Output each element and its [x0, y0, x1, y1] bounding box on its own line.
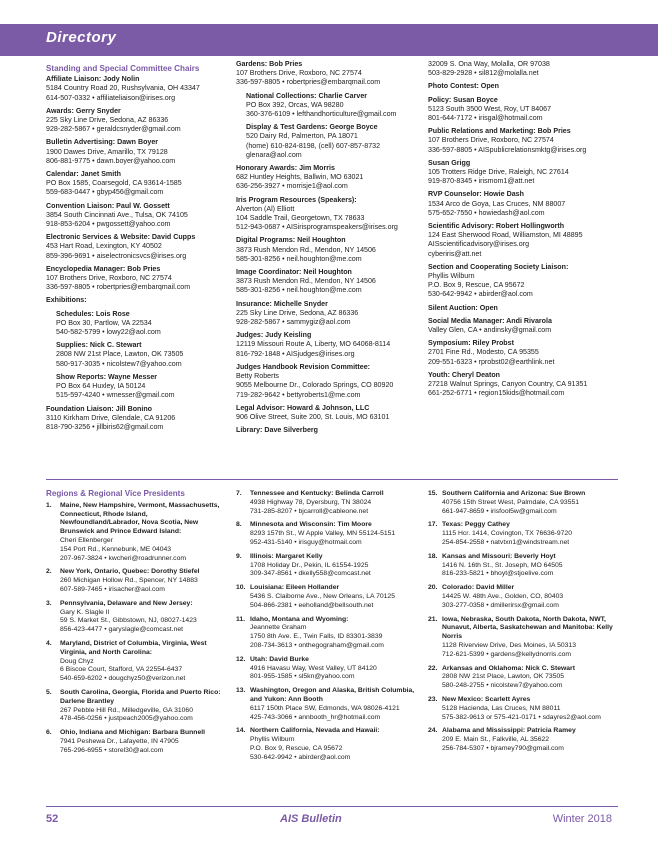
region-entry [428, 696, 618, 722]
committee-entry [46, 202, 226, 230]
committee-title: Youth: Cheryl Deaton [428, 370, 500, 379]
region-body [442, 665, 618, 691]
committee-line: Valley Glen, CA • andinsky@gmail.com [428, 326, 552, 335]
region-number: 18. [428, 552, 438, 560]
region-number: 15. [428, 490, 438, 497]
region-line: Jeannette Graham [250, 624, 307, 632]
committee-title: Awards: Gerry Snyder [46, 106, 121, 115]
committee-entry [236, 331, 418, 359]
committee-line: 225 Sky Line Drive, Sedona, AZ 86336 [46, 116, 169, 125]
region-line: 5128 Hacienda, Las Cruces, NM 88011 [442, 704, 561, 712]
committee-title: Library: Dave Silverberg [236, 426, 319, 435]
committee-title: Image Coordinator: Neil Houghton [236, 268, 352, 277]
region-line: 712-621-5399 • gardens@kellydnorris.com [442, 650, 572, 658]
region-body [442, 584, 618, 610]
region-line: 14425 W. 48th Ave., Golden, CO, 80403 [442, 592, 564, 600]
region-title: Northern California, Nevada and Hawaii: [250, 727, 380, 735]
region-line: 4916 Havasu Way, West Valley, UT 84120 [250, 664, 377, 672]
regions-column-3 [428, 490, 618, 759]
region-entry [46, 568, 226, 594]
committee-line: 559-683-0447 • gbyp456@gmail.com [46, 188, 164, 197]
region-body [250, 687, 418, 722]
committee-line: 515-597-4240 • wmesser@gmail.com [56, 391, 175, 400]
committee-entry [236, 196, 418, 233]
committee-title: Schedules: Lois Rose [56, 309, 130, 318]
committee-title: National Collections: Charlie Carver [246, 91, 368, 100]
regions-column-1 [46, 490, 226, 761]
committees-heading: Standing and Special Committee Chairs [46, 64, 200, 73]
region-body [442, 616, 618, 660]
region-line: 661-947-8659 • irisfool5w@gmail.com [442, 507, 557, 515]
region-entry [236, 687, 418, 722]
committee-entry [428, 159, 618, 187]
committee-line: 816-792-1848 • AISjudges@irises.org [236, 349, 355, 358]
region-line: 254-854-2558 • natvtxn1@windstream.net [442, 538, 570, 546]
region-line: 8293 157th St., W Apple Valley, MN 55124-5151 [250, 530, 396, 538]
committee-title: Insurance: Michelle Snyder [236, 299, 328, 308]
committee-entry [46, 233, 226, 261]
region-line: 256-784-5307 • bjramey790@gmail.com [442, 744, 564, 752]
committee-entry [236, 300, 418, 328]
committee-title: Honorary Awards: Jim Morris [236, 164, 335, 173]
committee-line: 209-551-6323 • rprobst02@earthlink.net [428, 357, 555, 366]
region-line: 952-431-5140 • irisguy@hotmail.com [250, 538, 362, 546]
region-title: Maine, New Hampshire, Vermont, Massachusetts, Connecticut, Rhode Island, Newfoundland/Labrador, Nova Scotia, New Brunswick and Prince Edward Island: [60, 501, 220, 536]
region-number: 5. [46, 688, 52, 696]
region-line: 540-659-6202 • dougchyz50@verizon.net [60, 675, 186, 683]
publication-name: AIS Bulletin [280, 813, 342, 825]
committee-title: Gardens: Bob Pries [236, 60, 303, 68]
committee-entry [46, 373, 226, 401]
committee-line: 585-301-8256 • neil.houghton@me.com [236, 254, 362, 263]
committee-line: 12119 Missouri Route A, Liberty, MO 64068-8114 [236, 340, 391, 349]
region-entry [428, 616, 618, 660]
region-line: 208-734-3613 • onthegograham@gmail.com [250, 641, 384, 649]
region-entry [236, 490, 418, 516]
region-title: Pennsylvania, Delaware and New Jersey: [60, 599, 193, 607]
region-line: 40756 15th Street West, Palmdale, CA 93551 [442, 498, 580, 506]
region-title: New Mexico: Scarlett Ayres [442, 695, 531, 703]
committee-title: Supplies: Nick C. Stewart [56, 341, 142, 350]
committee-entry [428, 339, 618, 367]
committee-line: 928-282-5867 • geraldcsnyder@gmail.com [46, 125, 181, 134]
region-line: Cheri Ellenberger [60, 536, 113, 544]
committee-line: Alverton (Al) Elliott [236, 204, 295, 213]
committee-line: 580-917-3035 • nicolstew7@yahoo.com [56, 359, 182, 368]
committee-entry [428, 60, 618, 78]
committee-line: 336-597-8805 • robertpries@embarqmail.com [236, 78, 381, 87]
region-number: 13. [236, 687, 246, 695]
committee-title: Exhibitions: [46, 296, 87, 305]
committee-line: PO Box 64 Huxley, IA 50124 [56, 382, 146, 391]
region-body [250, 584, 418, 610]
region-entry [46, 502, 226, 564]
region-title: Southern California and Arizona: Sue Brown [442, 490, 586, 497]
region-line: Gary K. Slagle II [60, 608, 110, 616]
regions-column-2 [236, 490, 418, 768]
region-body [250, 727, 418, 762]
region-body [250, 553, 418, 579]
region-body [60, 502, 226, 564]
region-line: 765-296-6955 • storel30@aol.com [60, 746, 164, 754]
committee-line: 107 Brothers Drive, Roxboro, NC 27574 [46, 274, 172, 283]
region-number: 23. [428, 695, 438, 703]
committees-column-3 [428, 60, 618, 403]
committee-entry [428, 96, 618, 124]
region-body [60, 640, 226, 684]
committee-title: Photo Contest: Open [428, 82, 499, 91]
region-line: 530-642-9942 • abirder@aol.com [250, 753, 351, 761]
region-line: 154 Port Rd., Kennebunk, ME 04043 [60, 545, 172, 553]
region-entry [236, 727, 418, 762]
region-number: 7. [236, 490, 242, 497]
committee-entry [428, 82, 618, 91]
committee-line: 919-870-8345 • irismom1@att.net [428, 177, 535, 186]
committee-entry [46, 265, 226, 293]
committee-title: Encyclopedia Manager: Bob Pries [46, 264, 161, 273]
region-title: New York, Ontario, Quebec: Dorothy Stiefel [60, 568, 200, 576]
committee-title: Digital Programs: Neil Houghton [236, 236, 346, 245]
committee-line: 801-644-7172 • irisgal@hotmail.com [428, 114, 543, 123]
committee-line: 661-252-6771 • region15kids@hotmail.com [428, 389, 565, 398]
region-body [442, 521, 618, 547]
committee-entry [46, 405, 226, 433]
committee-line: 105 Trotters Ridge Drive, Raleigh, NC 27614 [428, 168, 569, 177]
committee-line: 2808 NW 21st Place, Lawton, OK 73505 [56, 350, 184, 359]
committee-line: 1534 Arco de Goya, Las Cruces, NM 88007 [428, 199, 566, 208]
region-title: Utah: David Burke [250, 655, 309, 663]
region-title: Illinois: Margaret Kelly [250, 552, 323, 560]
page-title: Directory [46, 29, 117, 46]
region-body [250, 521, 418, 547]
committee-title: Affiliate Liaison: Jody Nolin [46, 75, 140, 84]
region-number: 8. [236, 521, 242, 529]
region-number: 14. [236, 727, 246, 735]
section-divider [46, 479, 618, 480]
committee-line: 636-256-3927 • morrisje1@aol.com [236, 182, 348, 191]
committee-line: 453 Hart Road, Lexington, KY 40502 [46, 242, 162, 251]
committee-line: 928-282-5867 • sammygiz@aol.com [236, 318, 351, 327]
committee-line: 360-376-6109 • lefthandhorticulture@gmail.com [246, 110, 397, 119]
region-number: 6. [46, 729, 52, 737]
region-line: 309-347-8561 • dkelly558@comcast.net [250, 570, 371, 578]
committee-line: 32009 S. Ona Way, Molalla, OR 97038 [428, 60, 550, 68]
region-entry [46, 600, 226, 635]
region-body [442, 727, 618, 753]
regions-heading: Regions & Regional Vice Presidents [46, 489, 185, 498]
committee-line: 3873 Rush Mendon Rd., Mendon, NY 14506 [236, 245, 376, 254]
region-entry [46, 689, 226, 724]
committee-title: Social Media Manager: Andi Rivarola [428, 316, 552, 325]
region-line: 1750 8th Ave. E., Twin Falls, ID 83301-3839 [250, 633, 383, 641]
region-body [442, 553, 618, 579]
region-title: Tennessee and Kentucky: Belinda Carroll [250, 490, 384, 497]
region-title: Idaho, Montana and Wyoming: [250, 615, 349, 623]
committee-line: 107 Brothers Drive, Roxboro, NC 27574 [428, 136, 554, 145]
committee-title: Symposium: Riley Probst [428, 339, 514, 348]
region-number: 2. [46, 568, 52, 576]
region-body [442, 490, 618, 516]
committee-line: cyberiris@att.net [428, 249, 482, 258]
committee-line: 5184 Country Road 20, Rushsylvania, OH 43347 [46, 84, 200, 93]
region-title: South Carolina, Georgia, Florida and Puerto Rico: Darlene Brantley [60, 688, 221, 705]
committee-title: Scientific Advisory: Robert Hollingworth [428, 222, 565, 231]
region-entry [236, 521, 418, 547]
committee-line: 540-582-5799 • lowy22@aol.com [56, 328, 161, 337]
region-line: 856-423-4477 • garyslagle@comcast.net [60, 626, 184, 634]
region-line: 209 E. Main St., Falkville, AL 35622 [442, 736, 550, 744]
region-line: 607-589-7465 • irisacher@aol.com [60, 585, 165, 593]
region-entry [428, 727, 618, 753]
region-title: Minnesota and Wisconsin: Tim Moore [250, 521, 372, 529]
region-line: 731-285-8207 • bjcarroll@cableone.net [250, 507, 369, 515]
committee-title: Convention Liaison: Paul W. Gossett [46, 201, 170, 210]
region-title: Colorado: David Miller [442, 584, 515, 592]
committee-entry [46, 138, 226, 166]
region-entry [428, 553, 618, 579]
region-line: 504-866-2381 • eeholland@bellsouth.net [250, 601, 374, 609]
committee-line: 530-642-9942 • abirder@aol.com [428, 290, 533, 299]
committee-entry [428, 127, 618, 155]
committees-column-2 [236, 60, 418, 439]
committee-title: Susan Grigg [428, 158, 471, 167]
region-number: 11. [236, 615, 246, 623]
region-line: 1128 Riverview Drive, Des Moines, IA 50313 [442, 641, 576, 649]
region-line: 1416 N. 16th St., St. Joseph, MO 64505 [442, 561, 563, 569]
committee-entry [236, 164, 418, 192]
committee-title: Section and Cooperating Society Liaison: [428, 262, 569, 271]
region-title: Iowa, Nebraska, South Dakota, North Dakota, NWT, Nunavut, Alberta, Saskatchewan and Manitoba: Kelly Norris [442, 615, 613, 641]
region-entry [236, 553, 418, 579]
region-line: 260 Michigan Hollow Rd., Spencer, NY 14883 [60, 577, 198, 585]
committee-entry [428, 222, 618, 259]
region-line: 425-743-3066 • annbooth_hr@hotmail.com [250, 713, 381, 721]
committee-title: Display & Test Gardens: George Boyce [246, 123, 378, 132]
committee-line: 585-301-8256 • neil.houghton@me.com [236, 286, 362, 295]
region-line: 816-233-5821 • bhoyt@stjoelive.com [442, 570, 554, 578]
region-title: Arkansas and Oklahoma: Nick C. Stewart [442, 664, 575, 672]
region-entry [236, 616, 418, 651]
region-body [60, 600, 226, 635]
committee-title: Judges Handbook Revision Committee: [236, 362, 371, 371]
region-number: 21. [428, 615, 438, 623]
page-number: 52 [46, 813, 59, 825]
committees-column-1 [46, 64, 226, 436]
region-line: 575-382-9613 or 575-421-0171 • sdayres2@aol.com [442, 713, 601, 721]
region-line: 303-277-0358 • dmillerirsx@gmail.com [442, 601, 559, 609]
committee-title: Bulletin Advertising: Dawn Boyer [46, 138, 159, 147]
footer-rule [46, 806, 618, 807]
committee-line: 336-597-8805 • robertpries@embarqmail.com [46, 283, 191, 292]
committee-title: Public Relations and Marketing: Bob Pries [428, 127, 571, 136]
region-entry [428, 521, 618, 547]
committee-line: 512-943-0687 • AISirisprogramspeakers@irises.org [236, 223, 398, 232]
committee-line: 5123 South 3500 West, Roy, UT 84067 [428, 104, 552, 113]
committee-line: 3110 Kirkham Drive, Glendale, CA 91206 [46, 413, 176, 422]
region-entry [428, 584, 618, 610]
region-line: 1115 Hcr. 1414, Covington, TX 76636-9720 [442, 530, 572, 538]
region-line: 4938 Highway 78, Dyersburg, TN 38024 [250, 498, 372, 506]
committee-line: 859-396-9691 • aiselectronicsvcs@irises.org [46, 251, 187, 260]
committee-title: Legal Advisor: Howard & Johnson, LLC [236, 403, 370, 412]
committee-line: PO Box 392, Orcas, WA 98280 [246, 100, 344, 109]
committee-title: Show Reports: Wayne Messer [56, 372, 158, 381]
region-number: 9. [236, 552, 242, 560]
region-number: 20. [428, 584, 438, 592]
region-entry [236, 656, 418, 682]
committee-line: 104 Saddle Trail, Georgetown, TX 78633 [236, 214, 365, 223]
committee-entry [46, 310, 226, 338]
region-line: 1708 Holiday Dr., Pekin, IL 61554-1925 [250, 561, 369, 569]
committee-title: Electronic Services & Website: David Cupps [46, 233, 196, 242]
committee-line: 503-829-2928 • sil812@molalla.net [428, 69, 539, 78]
committee-line: Phyllis Wilburn [428, 272, 475, 281]
committee-line: 3854 South Cincinnati Ave., Tulsa, OK 74105 [46, 210, 188, 219]
region-title: Alabama and Mississippi: Patricia Ramey [442, 727, 576, 735]
region-line: 6117 150th Place SW, Edmonds, WA 98026-4121 [250, 704, 400, 712]
committee-entry [236, 236, 418, 264]
committee-title: Foundation Liaison: Jill Bonino [46, 404, 153, 413]
committee-line: 520 Dairy Rd, Palmerton, PA 18071 [246, 132, 358, 141]
committee-line: 614-507-0332 • affiliateliaison@irises.org [46, 93, 176, 102]
region-line: 478-456-0256 • justpeach2005@yahoo.com [60, 715, 193, 723]
region-line: 207-967-3824 • kwcheri@roadrunner.com [60, 554, 187, 562]
committee-line: 27218 Walnut Springs, Canyon Country, CA 91351 [428, 380, 588, 389]
region-body [250, 616, 418, 651]
region-number: 24. [428, 727, 438, 735]
region-title: Washington, Oregon and Alaska, British Columbia, and Yukon: Ann Booth [250, 687, 415, 703]
region-entry [46, 640, 226, 684]
committee-line: glenara@aol.com [246, 150, 302, 159]
region-line: 801-955-1585 • sl5kn@yahoo.com [250, 673, 355, 681]
committee-entry [236, 92, 418, 120]
committee-entry [236, 363, 418, 400]
committee-line: 682 Huntley Heights, Ballwin, MO 63021 [236, 173, 364, 182]
committee-line: 806-881-9775 • dawn.boyer@yahoo.com [46, 156, 176, 165]
region-line: Doug Chyz [60, 657, 94, 665]
committee-entry [46, 75, 226, 103]
region-body [250, 490, 418, 516]
committee-entry [236, 60, 418, 88]
region-body [60, 568, 226, 594]
committee-line: PO Box 1585, Coarsegold, CA 93614-1585 [46, 179, 182, 188]
committee-title: Iris Program Resources (Speakers): [236, 195, 357, 204]
committee-title: Judges: Judy Keisling [236, 331, 312, 340]
committee-line: PO Box 30, Partlow, VA 22534 [56, 318, 152, 327]
region-line: P.O. Box 9, Rescue, CA 95672 [250, 744, 343, 752]
committee-line: 818-790-3256 • jillbiris62@gmail.com [46, 422, 164, 431]
committee-entry [236, 268, 418, 296]
committee-entry [428, 263, 618, 300]
committee-line: 107 Brothers Drive, Roxboro, NC 27574 [236, 69, 362, 78]
committee-line: 906 Olive Street, Suite 200, St. Louis, MO 63101 [236, 412, 390, 421]
region-entry [428, 665, 618, 691]
region-body [60, 729, 226, 755]
committee-entry [236, 123, 418, 160]
region-number: 22. [428, 664, 438, 672]
committee-entry [46, 107, 226, 135]
directory-banner [0, 24, 658, 56]
region-entry [46, 729, 226, 755]
region-line: 6 Biscoe Court, Stafford, VA 22554-6437 [60, 666, 183, 674]
committee-entry [428, 317, 618, 335]
region-line: 7941 Peshewa Dr., Lafayette, IN 47905 [60, 737, 179, 745]
region-number: 4. [46, 639, 52, 647]
region-line: 5436 S. Claiborne Ave., New Orleans, LA 70125 [250, 592, 395, 600]
region-body [60, 689, 226, 724]
issue-date: Winter 2018 [552, 813, 612, 825]
region-number: 3. [46, 599, 52, 607]
region-line: 580-248-2755 • nicolstew7@yahoo.com [442, 682, 563, 690]
committee-entry [236, 426, 418, 435]
committee-line: Betty Roberts [236, 372, 279, 381]
region-entry [236, 584, 418, 610]
region-number: 12. [236, 655, 246, 663]
committee-line: P.O. Box 9, Rescue, CA 95672 [428, 281, 525, 290]
region-number: 1. [46, 501, 52, 509]
region-title: Texas: Peggy Cathey [442, 521, 510, 529]
committee-title: Silent Auction: Open [428, 303, 498, 312]
committee-line: 124 East Sherwood Road, Williamston, MI 48895 [428, 231, 583, 240]
region-number: 17. [428, 521, 438, 529]
committee-entry [46, 341, 226, 369]
committee-title: Policy: Susan Boyce [428, 95, 498, 104]
region-title: Ohio, Indiana and Michigan: Barbara Bunnell [60, 729, 206, 737]
committee-entry [428, 190, 618, 218]
committee-line: 719-282-9642 • bettyroberts1@me.com [236, 390, 361, 399]
committee-title: Calendar: Janet Smith [46, 170, 121, 179]
committee-line: 336-597-8805 • AISpublicrelationsmktg@irises.org [428, 145, 587, 154]
committee-entry [428, 371, 618, 399]
region-number: 10. [236, 584, 246, 592]
committee-line: 3873 Rush Mendon Rd., Mendon, NY 14506 [236, 277, 376, 286]
region-entry [428, 490, 618, 516]
region-line: Phyllis Wilburn [250, 736, 295, 744]
committee-line: 1900 Dawes Drive, Amarillo, TX 79128 [46, 147, 168, 156]
region-line: 267 Pebble Hill Rd., Milledgeville, GA 31060 [60, 706, 193, 714]
committee-entry [236, 404, 418, 422]
committee-line: 9055 Melbourne Dr., Colorado Springs, CO 80920 [236, 381, 394, 390]
committee-line: 2701 Fine Rd., Modesto, CA 95355 [428, 348, 539, 357]
region-title: Kansas and Missouri: Beverly Hoyt [442, 552, 556, 560]
committee-entry [46, 170, 226, 198]
region-body [442, 696, 618, 722]
committee-entry [428, 304, 618, 313]
region-line: 59 S. Market St., Gibbstown, NJ, 08027-1423 [60, 617, 197, 625]
committee-title: RVP Counselor: Howie Dash [428, 190, 524, 199]
committee-line: AISscientificadvisory@irises.org [428, 240, 530, 249]
committee-entry [46, 296, 226, 305]
region-line: 2808 NW 21st Place, Lawton, OK 73505 [442, 673, 565, 681]
committee-line: 575-652-7550 • howiedash@aol.com [428, 208, 545, 217]
committee-line: (home) 610-824-8198, (cell) 607-857-8732 [246, 141, 381, 150]
committee-line: 918-853-6204 • pwgossett@yahoo.com [46, 220, 171, 229]
region-title: Maryland, District of Columbia, Virginia, West Virginia, and North Carolina: [60, 639, 207, 656]
committee-line: 225 Sky Line Drive, Sedona, AZ 86336 [236, 308, 359, 317]
region-body [250, 656, 418, 682]
region-title: Louisiana: Eileen Hollander [250, 584, 340, 592]
